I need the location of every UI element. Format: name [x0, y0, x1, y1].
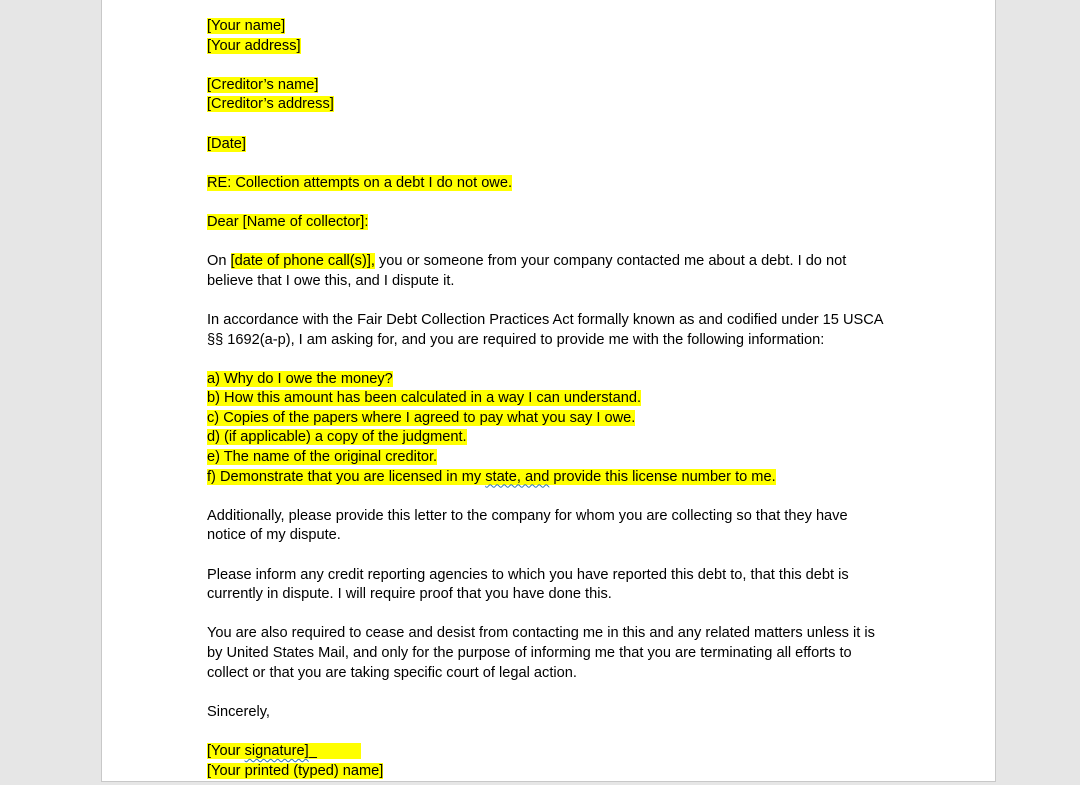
paragraph-1-line-1 — [207, 252, 897, 272]
spacer — [207, 233, 897, 253]
date-line — [207, 135, 897, 155]
printed-name-placeholder: [Your printed (typed) name] — [207, 762, 384, 779]
signature-line — [207, 742, 897, 762]
list-item-d-text: d) (if applicable) a copy of the judgment. — [207, 429, 467, 446]
list-item-a — [207, 370, 897, 390]
spellcheck-flag[interactable]: state, and — [485, 468, 550, 485]
list-item-d — [207, 428, 897, 448]
spacer — [207, 546, 897, 566]
paragraph-3-line-2: notice of my dispute. — [207, 527, 341, 544]
date-placeholder: [Date] — [207, 135, 246, 152]
spacer — [207, 154, 897, 174]
signature-blank: _ — [308, 742, 362, 759]
signature-spellcheck-flag[interactable]: signature] — [244, 742, 309, 759]
spacer — [207, 56, 897, 76]
spacer — [207, 350, 897, 370]
list-item-b — [207, 389, 897, 409]
list-item-f-post: provide this license number to me. — [549, 468, 776, 485]
paragraph-5-line-1: You are also required to cease and desist from contacting me in this and any related matters unless it is — [207, 625, 875, 642]
paragraph-2-line-1: In accordance with the Fair Debt Collection Practices Act formally known as and codified under 15 USCA — [207, 311, 884, 328]
spacer — [207, 722, 897, 742]
creditor-name-placeholder: [Creditor’s name] — [207, 76, 319, 93]
paragraph-3-line-1: Additionally, please provide this letter to the company for whom you are collecting so that they have — [207, 507, 848, 524]
list-item-e — [207, 448, 897, 468]
paragraph-1-line-2: believe that I owe this, and I dispute it. — [207, 272, 455, 289]
closing-line: Sincerely, — [207, 703, 270, 720]
spacer — [207, 115, 897, 135]
spacer — [207, 683, 897, 703]
paragraph-1-rest: you or someone from your company contacted me about a debt. I do not — [374, 253, 847, 270]
paragraph-4-line-2: currently in dispute. I will require proof that you have done this. — [207, 586, 612, 603]
list-item-f-pre: f) Demonstrate that you are licensed in my — [207, 468, 486, 485]
re-subject: RE: Collection attempts on a debt I do not owe. — [207, 174, 513, 191]
phone-call-date-placeholder: [date of phone call(s)], — [230, 253, 375, 270]
paragraph-5-line-2: by United States Mail, and only for the purpose of informing me that you are terminating all efforts to — [207, 645, 852, 661]
sender-address-line — [207, 37, 897, 57]
document-page[interactable] — [101, 0, 996, 782]
sender-name-placeholder: [Your name] — [207, 18, 286, 34]
spacer — [207, 193, 897, 213]
letter-body[interactable] — [207, 17, 897, 781]
salutation-line — [207, 213, 897, 233]
paragraph-2-line-2: §§ 1692(a-p), I am asking for, and you are required to provide me with the following information: — [207, 331, 825, 348]
list-item-f — [207, 468, 897, 488]
sender-name-line — [207, 17, 897, 37]
creditor-address-line — [207, 95, 897, 115]
creditor-address-placeholder: [Creditor’s address] — [207, 96, 334, 113]
paragraph-1-on: On — [207, 253, 231, 270]
list-item-b-text: b) How this amount has been calculated in a way I can understand. — [207, 390, 642, 407]
list-item-c — [207, 409, 897, 429]
signature-pre: [Your — [207, 742, 245, 759]
list-item-e-text: e) The name of the original creditor. — [207, 449, 438, 466]
list-item-c-text: c) Copies of the papers where I agreed to pay what you say I owe. — [207, 409, 636, 426]
spacer — [207, 605, 897, 625]
sender-address-placeholder: [Your address] — [207, 37, 301, 54]
printed-name-line — [207, 762, 897, 782]
salutation: Dear [Name of collector]: — [207, 213, 369, 230]
paragraph-5-line-3: collect or that you are taking specific court of legal action. — [207, 664, 577, 681]
spacer — [207, 487, 897, 507]
paragraph-4-line-1: Please inform any credit reporting agencies to which you have reported this debt to, that this debt is — [207, 566, 849, 583]
creditor-name-line — [207, 76, 897, 96]
re-line — [207, 174, 897, 194]
list-item-a-text: a) Why do I owe the money? — [207, 370, 393, 387]
spacer — [207, 291, 897, 311]
